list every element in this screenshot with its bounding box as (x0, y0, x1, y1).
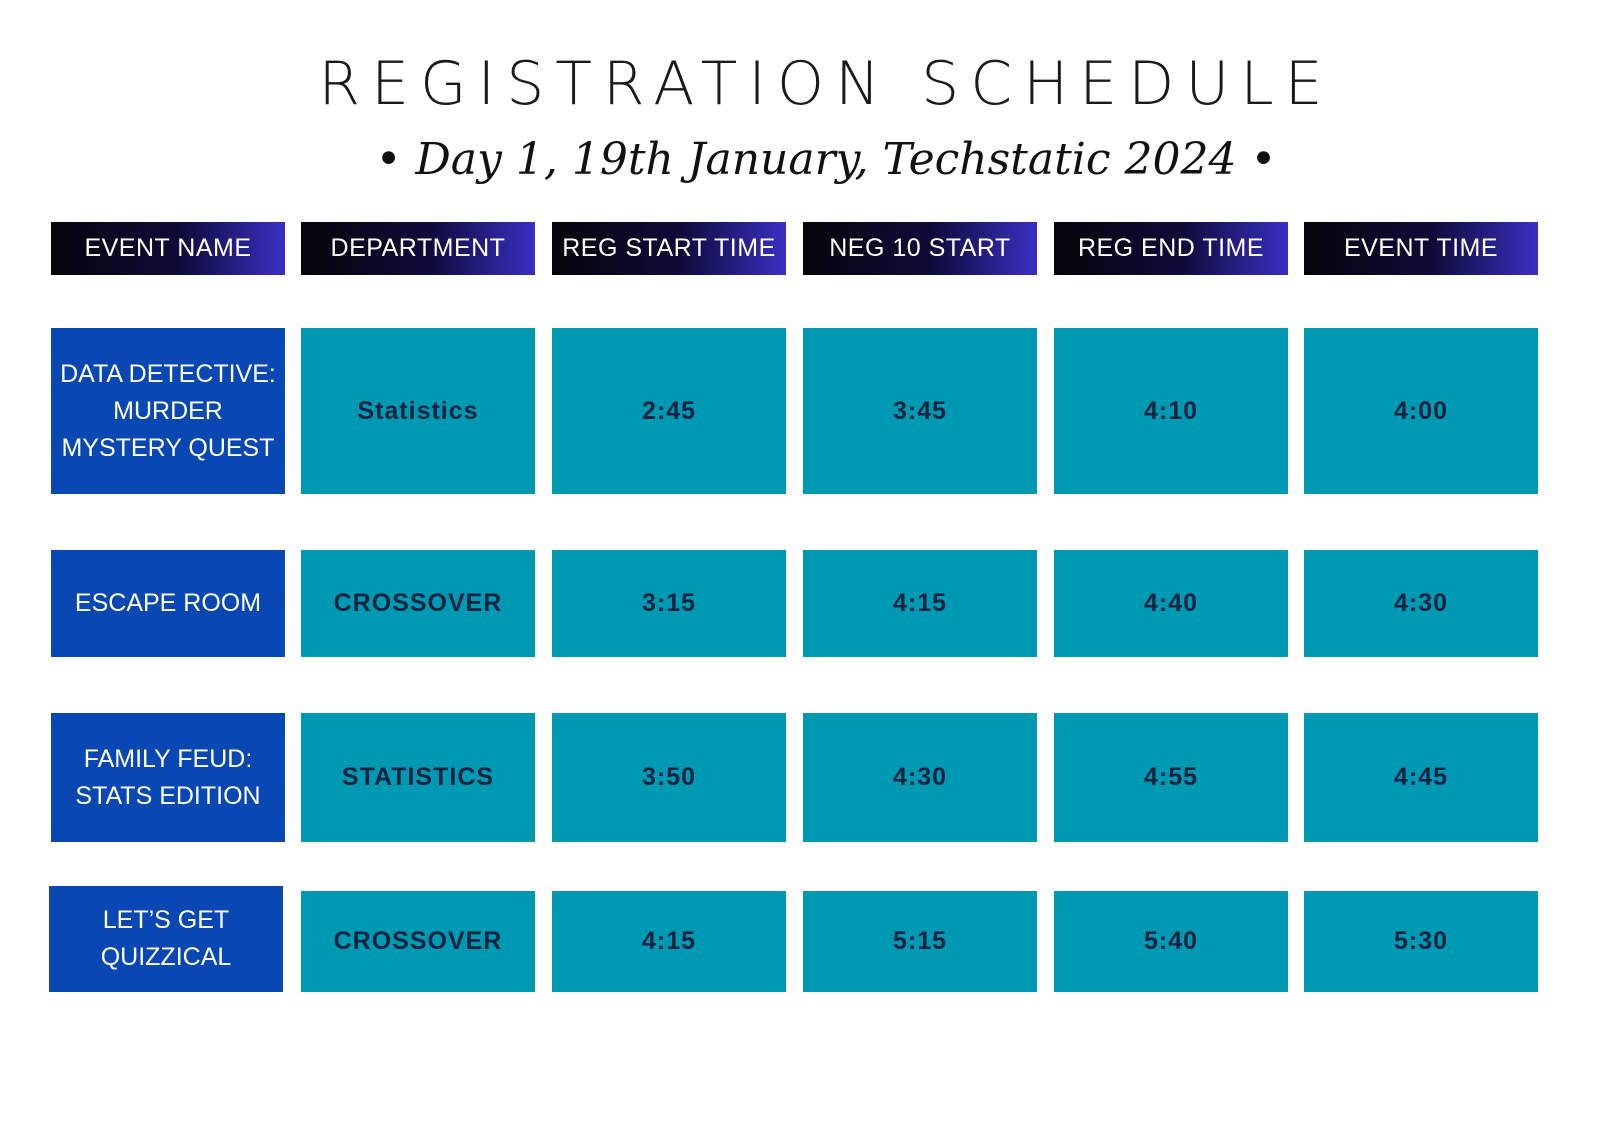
neg10-start-cell: 5:15 (803, 891, 1037, 992)
header-reg-end-time: REG END TIME (1054, 222, 1288, 275)
event-time-cell: 4:00 (1304, 328, 1538, 494)
reg-end-cell: 4:10 (1054, 328, 1288, 494)
neg10-start-cell: 4:30 (803, 713, 1037, 842)
header-event-name: EVENT NAME (51, 222, 285, 275)
event-name-cell: ESCAPE ROOM (51, 550, 285, 657)
header-department: DEPARTMENT (301, 222, 535, 275)
reg-end-cell: 4:55 (1054, 713, 1288, 842)
department-cell: CROSSOVER (301, 891, 535, 992)
department-cell: STATISTICS (301, 713, 535, 842)
event-name-cell: FAMILY FEUD: STATS EDITION (51, 713, 285, 842)
department-cell: CROSSOVER (301, 550, 535, 657)
page-title: REGISTRATION SCHEDULE (318, 49, 1334, 119)
event-name-cell: LET’S GET QUIZZICAL (49, 886, 283, 992)
department-cell: Statistics (301, 328, 535, 494)
event-time-cell: 5:30 (1304, 891, 1538, 992)
header-reg-start-time: REG START TIME (552, 222, 786, 275)
header-neg-10-start: NEG 10 START (803, 222, 1037, 275)
event-time-cell: 4:45 (1304, 713, 1538, 842)
reg-start-cell: 2:45 (552, 328, 786, 494)
event-time-cell: 4:30 (1304, 550, 1538, 657)
neg10-start-cell: 3:45 (803, 328, 1037, 494)
reg-start-cell: 4:15 (552, 891, 786, 992)
reg-end-cell: 4:40 (1054, 550, 1288, 657)
neg10-start-cell: 4:15 (803, 550, 1037, 657)
header-event-time: EVENT TIME (1304, 222, 1538, 275)
reg-start-cell: 3:50 (552, 713, 786, 842)
page-subtitle: • Day 1, 19th January, Techstatic 2024 • (375, 134, 1277, 185)
reg-start-cell: 3:15 (552, 550, 786, 657)
reg-end-cell: 5:40 (1054, 891, 1288, 992)
event-name-cell: DATA DETECTIVE: MURDER MYSTERY QUEST (51, 328, 285, 494)
